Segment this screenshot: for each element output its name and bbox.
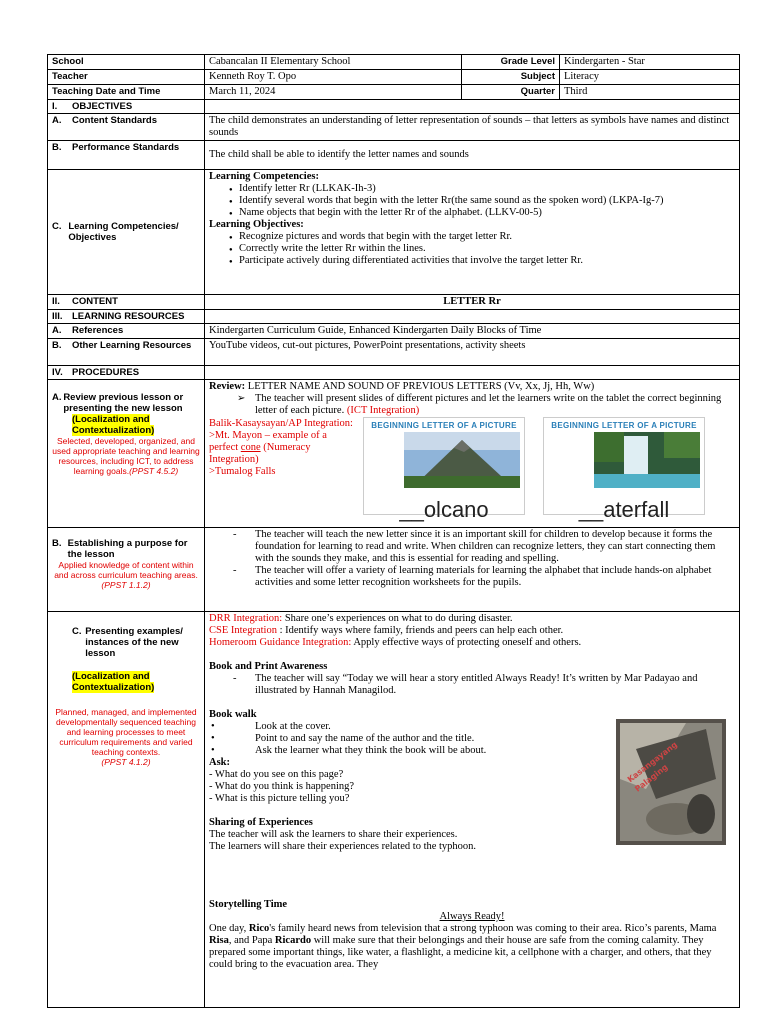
lo-heading: Learning Objectives: [209,219,304,230]
subject-value: Literacy [560,70,740,85]
other-resources-label: B. Other Learning Resources [48,339,205,366]
sharing-heading: Sharing of Experiences [209,817,313,828]
school-label: School [48,55,205,70]
ask-heading: Ask: [209,757,231,768]
book-cover-title: Kasangayang Palaging [625,739,679,794]
procedure-b-label-cell: B. Establishing a purpose for the lesson Applied knowledge of content within and across curriculum teaching areas. (PPST 1.1.2) [48,528,205,612]
lc-item: ● Identify letter Rr (LLKAK-Ih-3) [231,183,735,195]
procedure-b-note: Applied knowledge of content within and across curriculum teaching areas. (PPST 1.1.2) [54,560,198,590]
content-row [48,295,740,310]
procedure-c-tag: (Localization and Contextualization) [72,671,155,693]
grade-value: Kindergarten - Star [560,55,740,70]
learning-competencies-cell [205,170,740,295]
lo-item: ● Participate actively during differentiated activities that involve the target letter Rr. [231,255,735,267]
bpa-heading: Book and Print Awareness [209,661,328,672]
lo-item: ● Correctly write the letter Rr within the lines. [231,243,735,255]
slide-word: __olcano [399,497,489,522]
procedures-heading: IV. PROCEDURES [48,366,205,380]
content-standards-text: The child demonstrates an understanding of letter representation of sounds – that letters as symbols have names and distinct sounds [205,114,740,141]
references-label: A. References [48,324,205,339]
lc-heading: Learning Competencies: [209,171,319,182]
procedure-b-row [48,528,740,612]
procedure-c-note-ref: (PPST 4.1.2) [101,757,151,767]
sharing-line: The teacher will ask the learners to share their experiences. [209,829,458,840]
procedure-a-tag: (Localization and Contextualization) [72,414,155,436]
lc-item: ● Name objects that begin with the letter Rr of the alphabet. (LLKV-00-5) [231,207,735,219]
volcano-slide [363,417,525,522]
lesson-plan-table [47,54,740,1008]
slide-word: __aterfall [578,497,670,522]
resources-heading: III. LEARNING RESOURCES [48,310,205,324]
lc-item: ● Identify several words that begin with the letter Rr(the same sound as the spoken word) (LKPA-Ig-7) [231,195,735,207]
teacher-label: Teacher [48,70,205,85]
procedure-a-row [48,380,740,528]
subject-label: Subject [462,70,560,85]
content-heading: II. CONTENT [48,295,205,310]
date-label: Teaching Date and Time [48,85,205,100]
review-label: Review: [209,381,246,392]
ask-item: - What is this picture telling you? [209,793,350,804]
references-row [48,324,740,339]
procedure-a-content [205,380,740,528]
book-walk-item: • Ask the learner what they think the book will be about. [209,745,735,757]
procedure-c-note: Planned, managed, and implemented developmentally sequenced teaching and learning processes to meet curriculum requirements and varied teaching contexts. [55,707,197,757]
purpose-item: - The teacher will teach the new letter since it is an important skill for children to develop because it forms the foundation for learning to read and write. When children can recognize letters, they can start connecting them with the sounds they make, and this is essential for reading and spelling. [209,529,735,565]
quarter-value: Third [560,85,740,100]
other-resources-row [48,339,740,366]
book-walk-item: • Point to and say the name of the author and the title. [209,733,735,745]
teacher-value: Kenneth Roy T. Opo [205,70,462,85]
procedure-a-label: Review previous lesson or presenting the new lesson [63,392,184,414]
procedure-b-label: Establishing a purpose for the lesson [67,538,188,560]
purpose-item: - The teacher will offer a variety of learning materials for learning the alphabet that include hands-on alphabet activities and some letter recognition worksheets for the pupils. [209,565,735,589]
procedure-c-row [48,612,740,1008]
objectives-heading: I. OBJECTIVES [48,100,205,114]
lo-item: ● Recognize pictures and words that begin with the target letter Rr. [231,231,735,243]
school-value: Cabancalan II Elementary School [205,55,462,70]
content-standards-label: A. Content Standards [48,114,205,141]
story-title: Always Ready! [439,911,505,922]
content-value: LETTER Rr [205,295,740,310]
header-row-school [48,55,740,70]
ask-item: - What do you think is happening? [209,781,355,792]
waterfall-slide [543,417,705,522]
integration-notes: Balik-Kasaysayan/AP Integration: >Mt. Mayon – example of a perfect cone (Numeracy Integration) >Tumalog Falls [209,418,353,477]
ask-item: - What do you see on this page? [209,769,344,780]
performance-standards-row [48,141,740,170]
other-resources-text: YouTube videos, cut-out pictures, PowerPoint presentations, activity sheets [205,339,740,366]
book-walk-item: • Look at the cover. [209,721,735,733]
header-row-teacher [48,70,740,85]
quarter-label: Quarter [462,85,560,100]
bpa-text: - The teacher will say “Today we will hear a story entitled Always Ready! It’s written by Mar Padayao and illustrated by Hannah Managilod. [209,673,735,697]
content-standards-row [48,114,740,141]
objectives-section-row [48,100,740,114]
references-text: Kindergarten Curriculum Guide, Enhanced Kindergarten Daily Blocks of Time [205,324,740,339]
slide-title: BEGINNING LETTER OF A PICTURE [371,421,517,430]
book-cover-image [616,719,726,845]
procedure-b-content [205,528,740,612]
book-walk-heading: Book walk [209,709,257,720]
procedure-c-label-cell: C. Presenting examples/ instances of the new lesson (Localization and Contextualization) Planned, managed, and implemented developmentally sequenced teaching and learning processes to meet curriculum requirements and varied teaching contexts. (PPST 4.1.2) [48,612,205,1008]
resources-row [48,310,740,324]
lesson-plan-page [47,54,739,1008]
grade-label: Grade Level [462,55,560,70]
lo-list [209,231,735,267]
procedure-c-label: Presenting examples/ instances of the new lesson [85,626,183,659]
review-text: LETTER NAME AND SOUND OF PREVIOUS LETTERS (Vv, Xx, Jj, Hh, Ww) [247,381,595,392]
story-paragraph: One day, Rico's family heard news from television that a strong typhoon was coming to their area. Rico’s parents, Mama Risa, and Papa Ricardo will make sure that their belongings and their house are safe from the coming calamity. They prepared some important things, like water, a flashlight, a medicine kit, a cellphone with a charger, and others, that they could bring to the evacuation area. They [209,923,717,970]
sharing-line: The learners will share their experiences related to the typhoon. [209,841,477,852]
procedure-c-content: DRR Integration: Share one’s experiences on what to do during disaster. CSE Integration : Identify ways where family, friends and peers can help each other. Homeroom Guidance Integration: Apply effective ways of protecting oneself and others. Book and Print Awareness - The teacher will say “Today we will hear a story entitled Always Ready! It’s written by Mar Padayao and illustrated by Hannah Managilod. Book walk • Look at the cover. • Point to and say the name of the author and the title. • Ask the learner what they think the book will be about. Ask: - What do you see on this page? - What do you think is happening? - What is this picture telling you? Sharing of Experiences The teacher will ask the learners to share their experiences. The learners will share their experiences related to the typhoon. Storytelling Time Always Ready! One day, Rico's family heard news from television that a strong typhoon was coming to their area. Rico’s parents, Mama Risa, and Papa Ricardo will make sure that their belongings and their house are safe from the coming calamity. They prepared some important things, like water, a flashlight, a medicine kit, a cellphone with a charger, and others, that they could bring to the evacuation area. They Kasangayang Palaging [205,612,740,1008]
header-row-date [48,85,740,100]
performance-standards-text: The child shall be able to identify the letter names and sounds [205,141,740,170]
performance-standards-label: B. Performance Standards [48,141,205,170]
lc-list [209,183,735,219]
learning-competencies-label: C. Learning Competencies/ Objectives [48,170,205,295]
learning-competencies-row [48,170,740,295]
storytelling-heading: Storytelling Time [209,899,288,910]
review-arrow-item: ➢ The teacher will present slides of different pictures and let the learners write on the tablet the correct beginning letter of each picture. (ICT Integration) [209,393,735,417]
procedures-row [48,366,740,380]
date-value: March 11, 2024 [205,85,462,100]
procedure-a-label-cell: A. Review previous lesson or presenting the new lesson (Localization and Contextualization) Selected, developed, organized, and used appropriate teaching and learning resources, including ICT, to address learning goals.(PPST 4.5.2) [48,380,205,528]
slide-title: BEGINNING LETTER OF A PICTURE [551,421,697,430]
procedure-a-note: Selected, developed, organized, and used appropriate teaching and learning resources, including ICT, to address learning goals.(PPST 4.5.2) [52,436,200,476]
